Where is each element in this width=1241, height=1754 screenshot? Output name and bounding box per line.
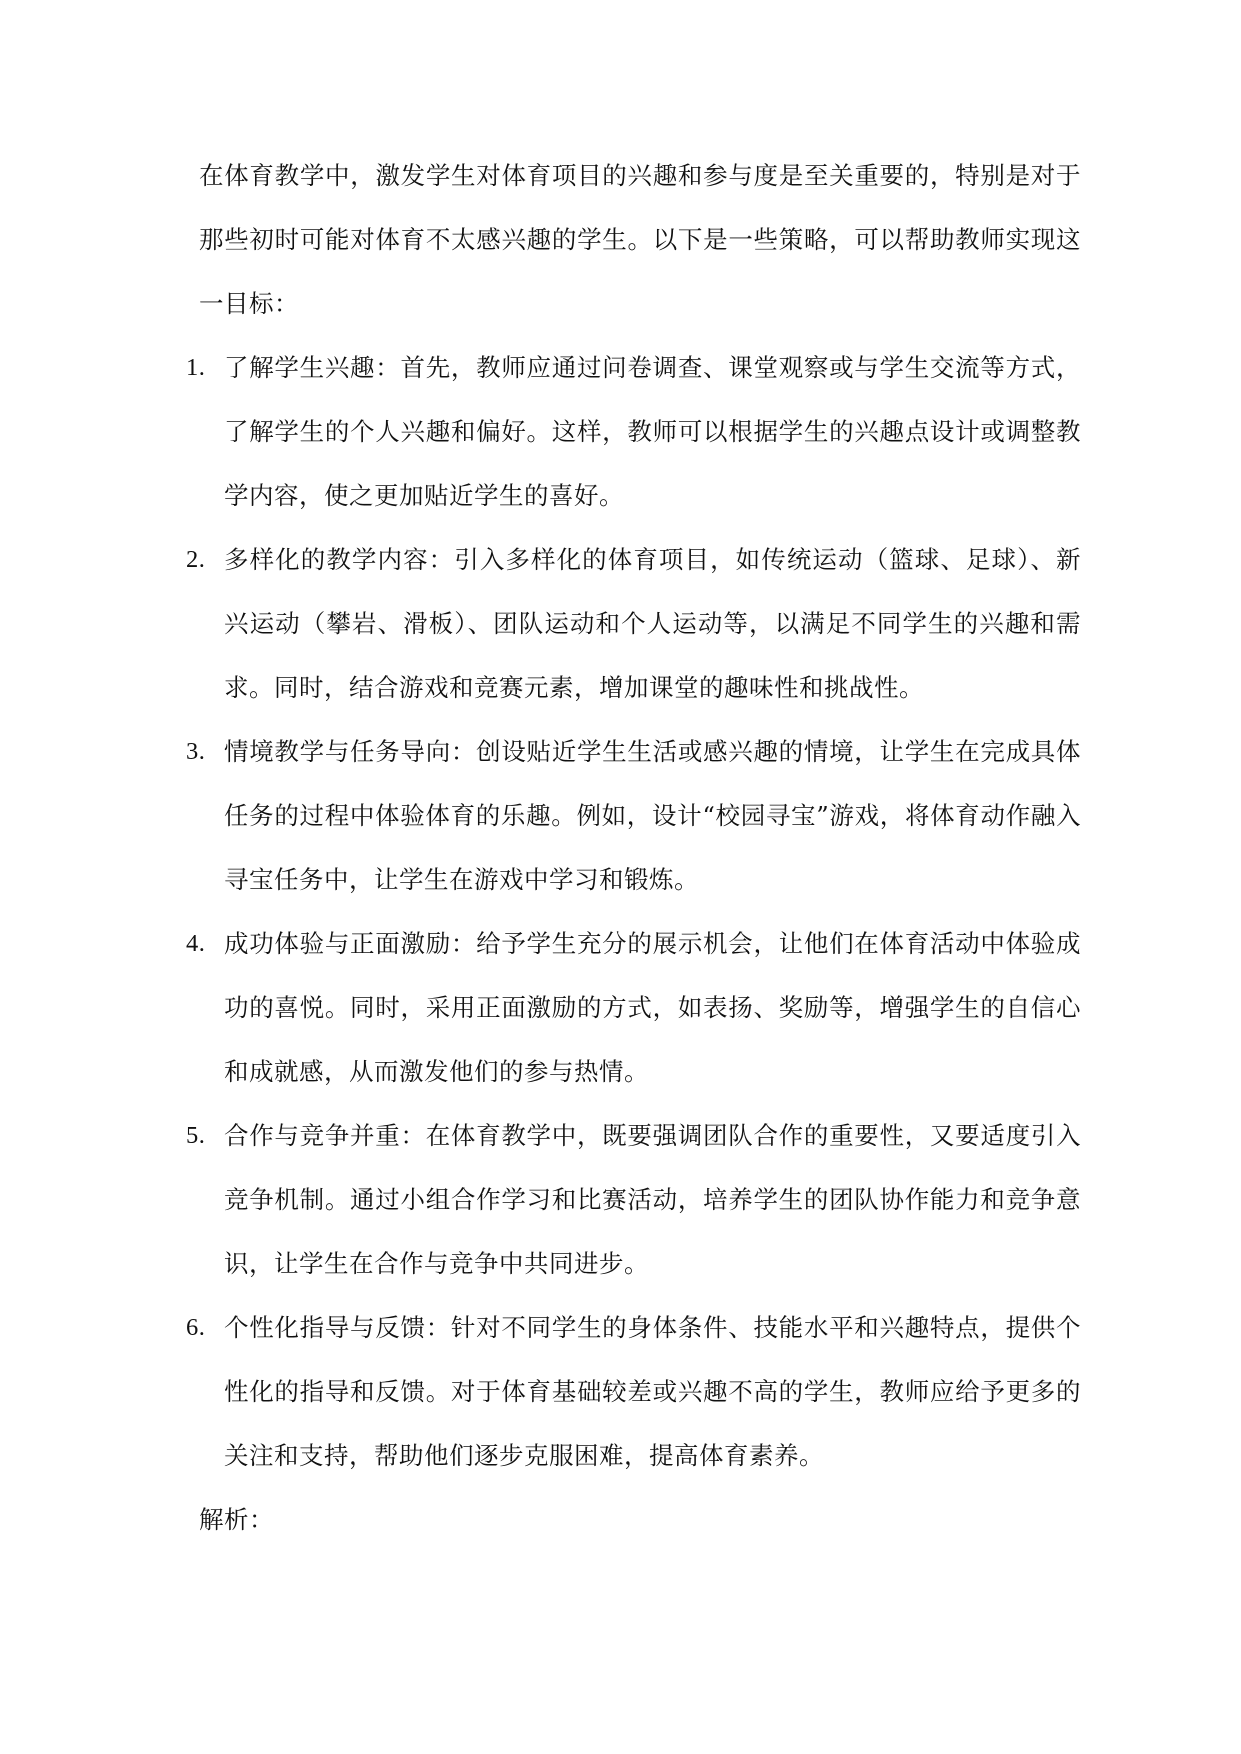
list-item-number: 1.	[186, 354, 206, 381]
list-item	[186, 912, 1081, 1104]
list-item-number: 2.	[186, 546, 206, 573]
list-item-text: 个性化指导与反馈：针对不同学生的身体条件、技能水平和兴趣特点，提供个性化的指导和反馈。对于体育基础较差或兴趣不高的学生，教师应给予更多的关注和支持，帮助他们逐步克服困难，提高体育素养。	[224, 1313, 1081, 1470]
intro-paragraph: 在体育教学中，激发学生对体育项目的兴趣和参与度是至关重要的，特别是对于那些初时可能对体育不太感兴趣的学生。以下是一些策略，可以帮助教师实现这一目标：	[199, 161, 1081, 318]
analysis-heading: 解析：	[199, 1505, 274, 1534]
list-item-number: 6.	[186, 1314, 206, 1341]
list-item-text: 情境教学与任务导向：创设贴近学生生活或感兴趣的情境，让学生在完成具体任务的过程中体验体育的乐趣。例如，设计“校园寻宝”游戏，将体育动作融入寻宝任务中，让学生在游戏中学习和锻炼。	[224, 737, 1081, 894]
list-item-number: 4.	[186, 930, 206, 957]
list-item-number: 5.	[186, 1122, 206, 1149]
list-item	[186, 528, 1081, 720]
list-item-number: 3.	[186, 738, 206, 765]
list-item	[186, 336, 1081, 528]
list-item-text: 成功体验与正面激励：给予学生充分的展示机会，让他们在体育活动中体验成功的喜悦。同时，采用正面激励的方式，如表扬、奖励等，增强学生的自信心和成就感，从而激发他们的参与热情。	[224, 929, 1081, 1086]
list-item	[186, 720, 1081, 912]
list-item-text: 了解学生兴趣：首先，教师应通过问卷调查、课堂观察或与学生交流等方式，了解学生的个人兴趣和偏好。这样，教师可以根据学生的兴趣点设计或调整教学内容，使之更加贴近学生的喜好。	[224, 353, 1081, 510]
list-item-text: 多样化的教学内容：引入多样化的体育项目，如传统运动（篮球、足球）、新兴运动（攀岩、滑板）、团队运动和个人运动等，以满足不同学生的兴趣和需求。同时，结合游戏和竞赛元素，增加课堂的趣味性和挑战性。	[224, 545, 1081, 702]
strategy-list	[186, 336, 1081, 1488]
list-item-text: 合作与竞争并重：在体育教学中，既要强调团队合作的重要性，又要适度引入竞争机制。通过小组合作学习和比赛活动，培养学生的团队协作能力和竞争意识，让学生在合作与竞争中共同进步。	[224, 1121, 1081, 1278]
list-item	[186, 1296, 1081, 1488]
list-item	[186, 1104, 1081, 1296]
